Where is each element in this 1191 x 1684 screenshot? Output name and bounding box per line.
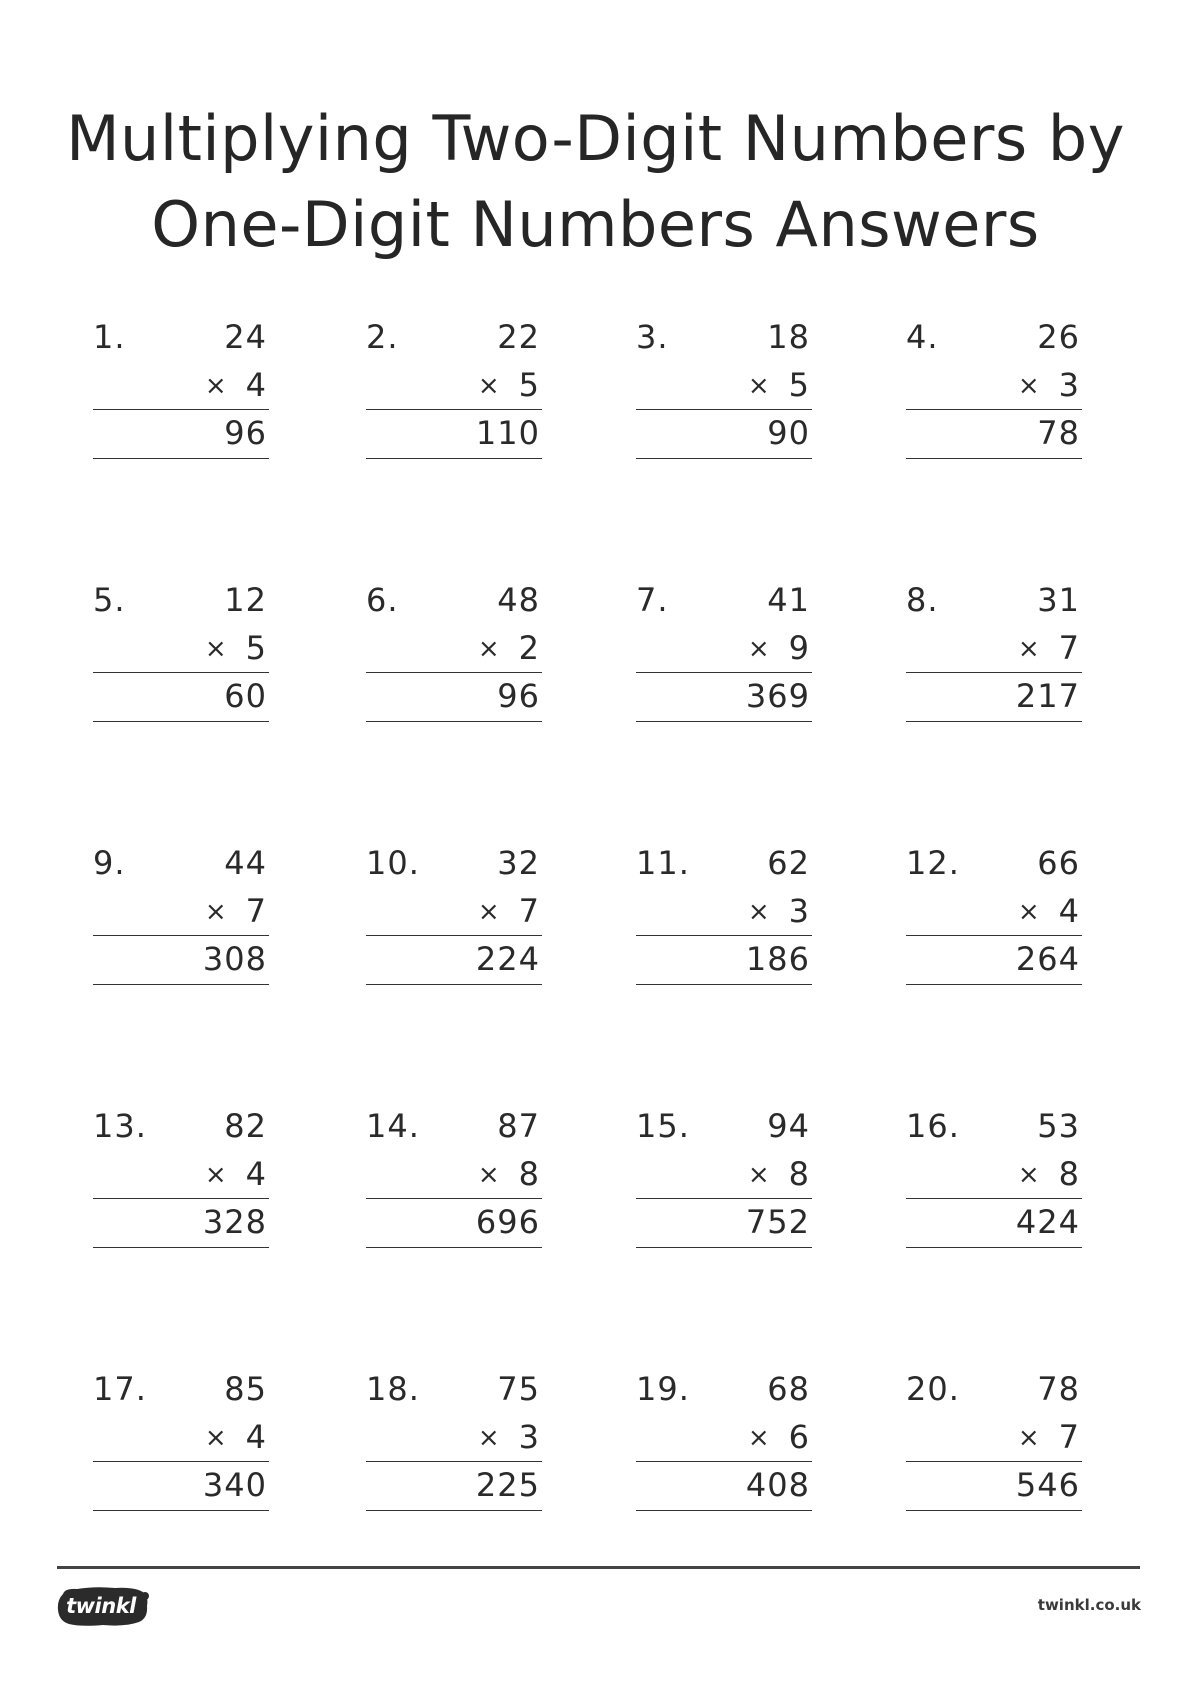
multiplier-row xyxy=(748,1154,810,1197)
times-sign: × xyxy=(204,1160,228,1190)
product-line xyxy=(636,409,812,410)
multiplicand: 32 xyxy=(497,844,540,882)
problem-number: 12. xyxy=(906,844,960,882)
problem-number: 10. xyxy=(366,844,420,882)
times-sign: × xyxy=(747,1423,771,1453)
multiplier-row xyxy=(1018,1417,1080,1460)
multiplicand: 53 xyxy=(1037,1107,1080,1145)
answer-underline xyxy=(93,984,269,985)
problem-7 xyxy=(636,580,812,715)
problem-number: 2. xyxy=(366,318,399,356)
multiplier: 3 xyxy=(518,1418,540,1456)
problem-14 xyxy=(366,1106,542,1241)
answer: 408 xyxy=(745,1466,810,1504)
multiplier-row xyxy=(748,365,810,408)
multiplier-row xyxy=(478,891,540,934)
multiplier-row xyxy=(205,1417,267,1460)
multiplier: 8 xyxy=(518,1155,540,1193)
multiplier: 5 xyxy=(245,629,267,667)
times-sign: × xyxy=(477,634,501,664)
answer: 224 xyxy=(475,940,540,978)
times-sign: × xyxy=(477,897,501,927)
answer-underline xyxy=(906,721,1082,722)
multiplier: 7 xyxy=(245,892,267,930)
problem-17 xyxy=(93,1369,269,1504)
multiplier-row xyxy=(205,628,267,671)
answer-underline xyxy=(366,984,542,985)
times-sign: × xyxy=(1017,1160,1041,1190)
answer: 78 xyxy=(1037,414,1080,452)
problem-number: 5. xyxy=(93,581,126,619)
multiplier: 9 xyxy=(788,629,810,667)
product-line xyxy=(93,409,269,410)
multiplier-row xyxy=(205,365,267,408)
multiplier-row xyxy=(748,1417,810,1460)
answer: 264 xyxy=(1015,940,1080,978)
times-sign: × xyxy=(204,371,228,401)
multiplier: 2 xyxy=(518,629,540,667)
problem-number: 19. xyxy=(636,1370,690,1408)
times-sign: × xyxy=(204,634,228,664)
answer: 90 xyxy=(767,414,810,452)
times-sign: × xyxy=(747,371,771,401)
answer-underline xyxy=(906,984,1082,985)
answer-underline xyxy=(366,1247,542,1248)
multiplier-row xyxy=(748,628,810,671)
multiplier-row xyxy=(478,628,540,671)
answer-underline xyxy=(93,1510,269,1511)
times-sign: × xyxy=(1017,371,1041,401)
times-sign: × xyxy=(1017,634,1041,664)
problem-number: 18. xyxy=(366,1370,420,1408)
answer: 60 xyxy=(224,677,267,715)
problem-number: 8. xyxy=(906,581,939,619)
problem-number: 15. xyxy=(636,1107,690,1145)
problem-18 xyxy=(366,1369,542,1504)
answer-underline xyxy=(366,1510,542,1511)
problem-12 xyxy=(906,843,1082,978)
times-sign: × xyxy=(477,1423,501,1453)
product-line xyxy=(366,672,542,673)
multiplier-row xyxy=(205,891,267,934)
multiplicand: 24 xyxy=(224,318,267,356)
problem-11 xyxy=(636,843,812,978)
multiplier: 4 xyxy=(245,1418,267,1456)
answer-underline xyxy=(93,721,269,722)
answer: 217 xyxy=(1015,677,1080,715)
multiplier: 4 xyxy=(245,366,267,404)
problem-number: 9. xyxy=(93,844,126,882)
logo-text: twinkl xyxy=(66,1594,136,1618)
product-line xyxy=(93,1461,269,1462)
times-sign: × xyxy=(1017,1423,1041,1453)
multiplier: 8 xyxy=(788,1155,810,1193)
multiplicand: 78 xyxy=(1037,1370,1080,1408)
product-line xyxy=(906,935,1082,936)
problem-number: 7. xyxy=(636,581,669,619)
problem-13 xyxy=(93,1106,269,1241)
product-line xyxy=(636,1198,812,1199)
times-sign: × xyxy=(477,1160,501,1190)
multiplicand: 18 xyxy=(767,318,810,356)
problem-number: 1. xyxy=(93,318,126,356)
multiplicand: 85 xyxy=(224,1370,267,1408)
page-title-line-1: Multiplying Two-Digit Numbers by xyxy=(66,102,1125,175)
answer-underline xyxy=(636,458,812,459)
problem-19 xyxy=(636,1369,812,1504)
answer: 752 xyxy=(745,1203,810,1241)
multiplier-row xyxy=(1018,628,1080,671)
multiplicand: 94 xyxy=(767,1107,810,1145)
multiplier-row xyxy=(1018,365,1080,408)
footer-divider xyxy=(57,1566,1140,1569)
answer-underline xyxy=(636,1510,812,1511)
answer: 696 xyxy=(475,1203,540,1241)
product-line xyxy=(93,672,269,673)
multiplier-row xyxy=(1018,1154,1080,1197)
answer-underline xyxy=(906,1510,1082,1511)
product-line xyxy=(636,672,812,673)
answer-underline xyxy=(366,721,542,722)
times-sign: × xyxy=(477,371,501,401)
problem-4 xyxy=(906,317,1082,452)
problem-number: 6. xyxy=(366,581,399,619)
problem-number: 20. xyxy=(906,1370,960,1408)
multiplicand: 48 xyxy=(497,581,540,619)
problem-2 xyxy=(366,317,542,452)
problem-number: 16. xyxy=(906,1107,960,1145)
page-title-line-2: One-Digit Numbers Answers xyxy=(151,188,1040,261)
problem-number: 17. xyxy=(93,1370,147,1408)
answer: 546 xyxy=(1015,1466,1080,1504)
problem-number: 11. xyxy=(636,844,690,882)
answer: 110 xyxy=(475,414,540,452)
multiplier-row xyxy=(478,365,540,408)
product-line xyxy=(93,1198,269,1199)
product-line xyxy=(366,1461,542,1462)
multiplicand: 41 xyxy=(767,581,810,619)
page-title xyxy=(0,96,1191,268)
answer-underline xyxy=(906,458,1082,459)
problem-8 xyxy=(906,580,1082,715)
answer: 308 xyxy=(202,940,267,978)
product-line xyxy=(93,935,269,936)
multiplicand: 31 xyxy=(1037,581,1080,619)
multiplicand: 66 xyxy=(1037,844,1080,882)
multiplicand: 75 xyxy=(497,1370,540,1408)
product-line xyxy=(906,1461,1082,1462)
multiplier: 6 xyxy=(788,1418,810,1456)
multiplicand: 62 xyxy=(767,844,810,882)
multiplier: 7 xyxy=(518,892,540,930)
problem-number: 3. xyxy=(636,318,669,356)
problem-3 xyxy=(636,317,812,452)
answer-underline xyxy=(636,1247,812,1248)
times-sign: × xyxy=(1017,897,1041,927)
product-line xyxy=(636,935,812,936)
answer-underline xyxy=(366,458,542,459)
product-line xyxy=(636,1461,812,1462)
times-sign: × xyxy=(747,897,771,927)
product-line xyxy=(906,409,1082,410)
multiplier: 5 xyxy=(788,366,810,404)
answer: 225 xyxy=(475,1466,540,1504)
multiplier-row xyxy=(478,1417,540,1460)
multiplier: 3 xyxy=(788,892,810,930)
problem-1 xyxy=(93,317,269,452)
problem-15 xyxy=(636,1106,812,1241)
multiplier-row xyxy=(1018,891,1080,934)
problem-6 xyxy=(366,580,542,715)
problem-9 xyxy=(93,843,269,978)
times-sign: × xyxy=(204,1423,228,1453)
product-line xyxy=(366,1198,542,1199)
problem-20 xyxy=(906,1369,1082,1504)
multiplier-row xyxy=(478,1154,540,1197)
multiplier: 4 xyxy=(245,1155,267,1193)
answer: 96 xyxy=(497,677,540,715)
answer-underline xyxy=(636,984,812,985)
answer-underline xyxy=(636,721,812,722)
multiplier: 4 xyxy=(1058,892,1080,930)
answer-underline xyxy=(93,458,269,459)
multiplicand: 68 xyxy=(767,1370,810,1408)
multiplier-row xyxy=(205,1154,267,1197)
multiplier: 7 xyxy=(1058,1418,1080,1456)
problem-number: 14. xyxy=(366,1107,420,1145)
times-sign: × xyxy=(747,1160,771,1190)
multiplicand: 87 xyxy=(497,1107,540,1145)
product-line xyxy=(906,672,1082,673)
answer: 328 xyxy=(202,1203,267,1241)
multiplier: 3 xyxy=(1058,366,1080,404)
multiplier: 7 xyxy=(1058,629,1080,667)
times-sign: × xyxy=(747,634,771,664)
answer-underline xyxy=(93,1247,269,1248)
product-line xyxy=(906,1198,1082,1199)
problem-10 xyxy=(366,843,542,978)
multiplicand: 44 xyxy=(224,844,267,882)
multiplier-row xyxy=(748,891,810,934)
answer: 369 xyxy=(745,677,810,715)
multiplicand: 22 xyxy=(497,318,540,356)
multiplier: 5 xyxy=(518,366,540,404)
answer: 96 xyxy=(224,414,267,452)
product-line xyxy=(366,409,542,410)
times-sign: × xyxy=(204,897,228,927)
answer: 340 xyxy=(202,1466,267,1504)
multiplicand: 82 xyxy=(224,1107,267,1145)
multiplicand: 26 xyxy=(1037,318,1080,356)
twinkl-logo xyxy=(55,1584,151,1628)
site-url: twinkl.co.uk xyxy=(1037,1596,1141,1614)
problem-5 xyxy=(93,580,269,715)
problem-16 xyxy=(906,1106,1082,1241)
answer-underline xyxy=(906,1247,1082,1248)
multiplicand: 12 xyxy=(224,581,267,619)
problem-number: 13. xyxy=(93,1107,147,1145)
answer: 424 xyxy=(1015,1203,1080,1241)
answer: 186 xyxy=(745,940,810,978)
product-line xyxy=(366,935,542,936)
problem-number: 4. xyxy=(906,318,939,356)
multiplier: 8 xyxy=(1058,1155,1080,1193)
